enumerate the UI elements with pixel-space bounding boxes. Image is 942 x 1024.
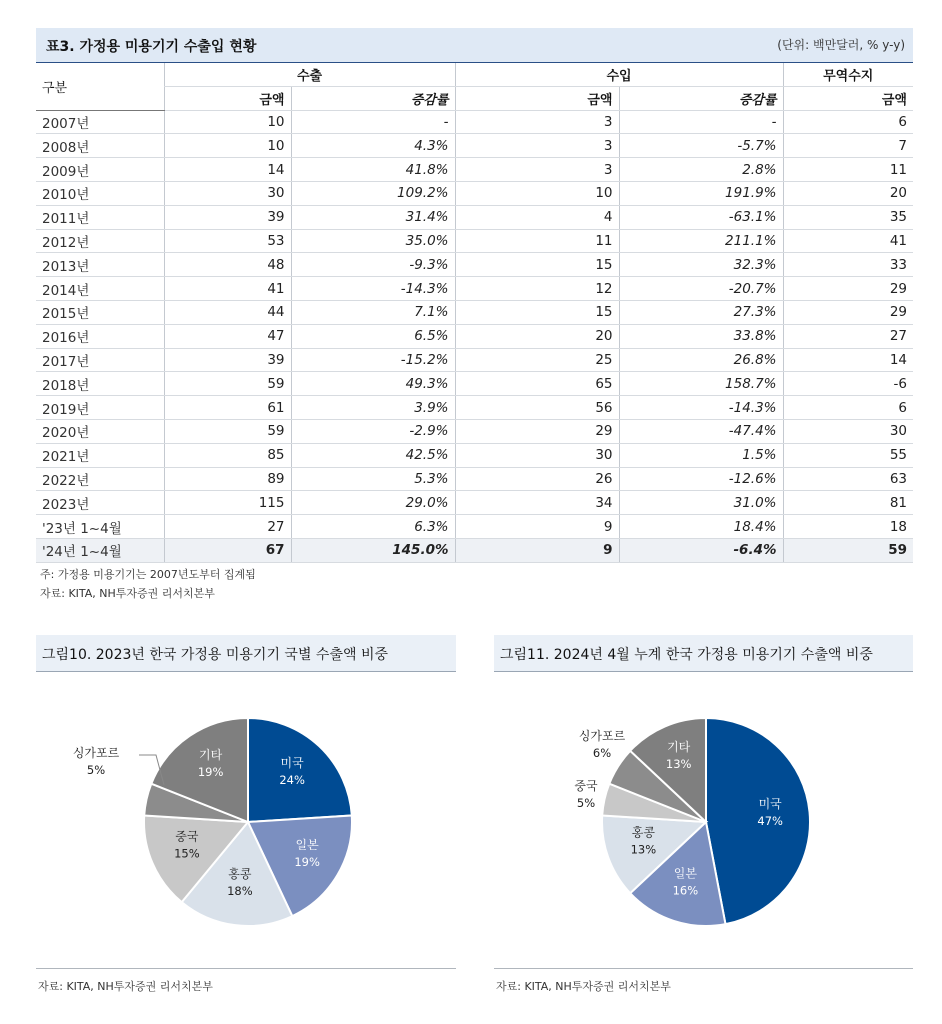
fig11-source: 자료: KITA, NH투자증권 리서치본부: [496, 980, 671, 993]
import-amount-cell: 25: [455, 348, 619, 372]
export-amount-cell: 61: [164, 396, 291, 420]
import-growth-cell: -47.4%: [619, 419, 783, 443]
import-growth-cell: 158.7%: [619, 372, 783, 396]
export-amount-cell: 14: [164, 158, 291, 182]
slice-label: 싱가포르: [72, 746, 120, 760]
export-amount-cell: 10: [164, 110, 291, 134]
export-growth-cell: 6.5%: [291, 324, 455, 348]
slice-label: 미국: [280, 756, 304, 770]
export-growth-cell: -: [291, 110, 455, 134]
balance-amount-cell: 63: [783, 467, 913, 491]
row-year-cell: 2023년: [36, 491, 164, 515]
import-growth-cell: 31.0%: [619, 491, 783, 515]
import-growth-cell: 18.4%: [619, 515, 783, 539]
import-amount-cell: 3: [455, 110, 619, 134]
export-amount-cell: 85: [164, 443, 291, 467]
table-row: [36, 181, 913, 205]
row-year-cell: 2021년: [36, 443, 164, 467]
balance-amount-cell: 7: [783, 134, 913, 158]
import-growth-cell: 2.8%: [619, 158, 783, 182]
row-year-cell: '23년 1~4월: [36, 515, 164, 539]
row-year-cell: 2010년: [36, 181, 164, 205]
export-amount-cell: 41: [164, 277, 291, 301]
export-amount-cell: 67: [164, 538, 291, 562]
export-growth-cell: 41.8%: [291, 158, 455, 182]
import-growth-cell: 33.8%: [619, 324, 783, 348]
export-amount-cell: 27: [164, 515, 291, 539]
table-row: [36, 515, 913, 539]
table-row: [36, 538, 913, 562]
import-amount-cell: 9: [455, 538, 619, 562]
slice-value-label: 19%: [197, 764, 224, 779]
row-year-cell: 2012년: [36, 229, 164, 253]
table-header-bar: [36, 28, 913, 63]
balance-amount-header: 금액: [783, 86, 913, 110]
import-amount-cell: 3: [455, 134, 619, 158]
fig11-title-bar: [494, 635, 913, 672]
import-amount-cell: 3: [455, 158, 619, 182]
table-row: [36, 396, 913, 420]
slice-value-label: 18%: [227, 884, 253, 898]
export-growth-cell: 5.3%: [291, 467, 455, 491]
balance-amount-cell: 30: [783, 419, 913, 443]
table-row: [36, 467, 913, 491]
export-growth-cell: 42.5%: [291, 443, 455, 467]
import-growth-cell: 1.5%: [619, 443, 783, 467]
row-year-cell: 2009년: [36, 158, 164, 182]
export-amount-cell: 59: [164, 372, 291, 396]
row-year-cell: 2014년: [36, 277, 164, 301]
table-row: [36, 158, 913, 182]
row-year-cell: '24년 1~4월: [36, 538, 164, 562]
import-growth-cell: -5.7%: [619, 134, 783, 158]
export-amount-cell: 89: [164, 467, 291, 491]
slice-value-label: 16%: [672, 883, 699, 898]
balance-amount-cell: 35: [783, 205, 913, 229]
export-amount-header: 금액: [164, 86, 291, 110]
balance-amount-cell: 29: [783, 300, 913, 324]
row-year-cell: 2008년: [36, 134, 164, 158]
slice-value-label: 47%: [757, 813, 783, 828]
export-amount-cell: 115: [164, 491, 291, 515]
table-row: [36, 277, 913, 301]
trade-table: [36, 63, 913, 563]
import-amount-cell: 4: [455, 205, 619, 229]
table-row: [36, 110, 913, 134]
fig10-pie-chart: [36, 690, 456, 950]
import-growth-cell: 27.3%: [619, 300, 783, 324]
export-amount-cell: 39: [164, 348, 291, 372]
table-unit: (단위: 백만달러, % y-y): [777, 38, 905, 52]
export-growth-cell: 3.9%: [291, 396, 455, 420]
import-amount-cell: 30: [455, 443, 619, 467]
export-amount-cell: 53: [164, 229, 291, 253]
row-year-cell: 2020년: [36, 419, 164, 443]
fig11-source-bar: [494, 968, 913, 993]
balance-amount-cell: 41: [783, 229, 913, 253]
export-amount-cell: 47: [164, 324, 291, 348]
export-growth-cell: 145.0%: [291, 538, 455, 562]
balance-amount-cell: -6: [783, 372, 913, 396]
row-year-cell: 2018년: [36, 372, 164, 396]
import-amount-cell: 26: [455, 467, 619, 491]
slice-value-label: 5%: [86, 763, 106, 777]
slice-value-label: 13%: [630, 842, 657, 857]
slice-value-label: 24%: [279, 773, 305, 787]
category-header: 구분: [36, 63, 164, 110]
export-growth-cell: -9.3%: [291, 253, 455, 277]
import-amount-cell: 10: [455, 181, 619, 205]
slice-value-label: 6%: [592, 746, 612, 760]
export-header: 수출: [164, 63, 455, 86]
export-amount-cell: 59: [164, 419, 291, 443]
export-amount-cell: 48: [164, 253, 291, 277]
slice-label: 일본: [673, 866, 697, 881]
balance-amount-cell: 29: [783, 277, 913, 301]
slice-label: 기타: [199, 747, 223, 762]
export-growth-cell: 7.1%: [291, 300, 455, 324]
import-growth-cell: -6.4%: [619, 538, 783, 562]
export-amount-cell: 39: [164, 205, 291, 229]
balance-amount-cell: 6: [783, 396, 913, 420]
slice-label: 싱가포르: [578, 729, 626, 743]
export-growth-cell: 31.4%: [291, 205, 455, 229]
table-row: [36, 229, 913, 253]
import-growth-cell: -20.7%: [619, 277, 783, 301]
balance-amount-cell: 59: [783, 538, 913, 562]
import-amount-cell: 11: [455, 229, 619, 253]
import-amount-cell: 29: [455, 419, 619, 443]
export-growth-cell: 29.0%: [291, 491, 455, 515]
table-title: 표3. 가정용 미용기기 수출입 현황: [46, 39, 257, 55]
import-amount-cell: 15: [455, 253, 619, 277]
table-row: [36, 300, 913, 324]
import-amount-cell: 65: [455, 372, 619, 396]
balance-amount-cell: 18: [783, 515, 913, 539]
import-amount-cell: 20: [455, 324, 619, 348]
row-year-cell: 2016년: [36, 324, 164, 348]
slice-label: 홍콩: [228, 867, 252, 881]
fig10-source: 자료: KITA, NH투자증권 리서치본부: [38, 980, 213, 993]
export-amount-cell: 10: [164, 134, 291, 158]
slice-label: 중국: [175, 829, 199, 844]
table-row: [36, 324, 913, 348]
import-amount-header: 금액: [455, 86, 619, 110]
import-growth-cell: -14.3%: [619, 396, 783, 420]
balance-amount-cell: 33: [783, 253, 913, 277]
export-growth-cell: -2.9%: [291, 419, 455, 443]
slice-label: 일본: [295, 837, 319, 852]
table-row: [36, 134, 913, 158]
export-growth-cell: 6.3%: [291, 515, 455, 539]
slice-value-label: 13%: [665, 757, 692, 771]
export-growth-cell: 4.3%: [291, 134, 455, 158]
balance-amount-cell: 6: [783, 110, 913, 134]
row-year-cell: 2013년: [36, 253, 164, 277]
import-amount-cell: 9: [455, 515, 619, 539]
balance-amount-cell: 55: [783, 443, 913, 467]
row-year-cell: 2007년: [36, 110, 164, 134]
export-growth-cell: 109.2%: [291, 181, 455, 205]
table-source: 자료: KITA, NH투자증권 리서치본부: [40, 587, 215, 600]
slice-label: 중국: [574, 779, 598, 793]
row-year-cell: 2017년: [36, 348, 164, 372]
pie-slice-1: [248, 718, 352, 822]
table-note: 주: 가정용 미용기기는 2007년도부터 집계됨: [40, 568, 256, 581]
fig10-source-bar: [36, 968, 456, 993]
table-row: [36, 372, 913, 396]
table-row: [36, 443, 913, 467]
import-growth-cell: -12.6%: [619, 467, 783, 491]
export-amount-cell: 44: [164, 300, 291, 324]
export-growth-cell: -14.3%: [291, 277, 455, 301]
table-row: [36, 491, 913, 515]
fig10-title: 그림10. 2023년 한국 가정용 미용기기 국별 수출액 비중: [42, 647, 388, 663]
balance-amount-cell: 27: [783, 324, 913, 348]
row-year-cell: 2022년: [36, 467, 164, 491]
import-growth-cell: 26.8%: [619, 348, 783, 372]
balance-amount-cell: 81: [783, 491, 913, 515]
fig11-pie-chart: [494, 690, 913, 950]
table-row: [36, 205, 913, 229]
slice-value-label: 19%: [294, 854, 320, 869]
table-row: [36, 419, 913, 443]
balance-header: 무역수지: [783, 63, 913, 86]
slice-label: 미국: [758, 796, 782, 811]
import-growth-header: 증감률: [619, 86, 783, 110]
row-year-cell: 2015년: [36, 300, 164, 324]
balance-amount-cell: 11: [783, 158, 913, 182]
balance-amount-cell: 14: [783, 348, 913, 372]
export-growth-cell: 49.3%: [291, 372, 455, 396]
import-header: 수입: [455, 63, 783, 86]
slice-value-label: 5%: [576, 796, 596, 810]
import-growth-cell: -: [619, 110, 783, 134]
import-amount-cell: 56: [455, 396, 619, 420]
import-growth-cell: 32.3%: [619, 253, 783, 277]
row-year-cell: 2011년: [36, 205, 164, 229]
import-growth-cell: -63.1%: [619, 205, 783, 229]
slice-label: 기타: [667, 740, 691, 754]
import-amount-cell: 34: [455, 491, 619, 515]
export-growth-cell: 35.0%: [291, 229, 455, 253]
import-growth-cell: 191.9%: [619, 181, 783, 205]
export-growth-cell: -15.2%: [291, 348, 455, 372]
table-row: [36, 348, 913, 372]
export-amount-cell: 30: [164, 181, 291, 205]
fig10-title-bar: [36, 635, 456, 672]
import-growth-cell: 211.1%: [619, 229, 783, 253]
slice-label: 홍콩: [631, 825, 655, 840]
slice-value-label: 15%: [174, 846, 200, 861]
import-amount-cell: 12: [455, 277, 619, 301]
import-amount-cell: 15: [455, 300, 619, 324]
export-growth-header: 증감률: [291, 86, 455, 110]
table-row: [36, 253, 913, 277]
balance-amount-cell: 20: [783, 181, 913, 205]
row-year-cell: 2019년: [36, 396, 164, 420]
table-body: [36, 110, 913, 562]
fig11-title: 그림11. 2024년 4월 누계 한국 가정용 미용기기 수출액 비중: [500, 647, 873, 663]
